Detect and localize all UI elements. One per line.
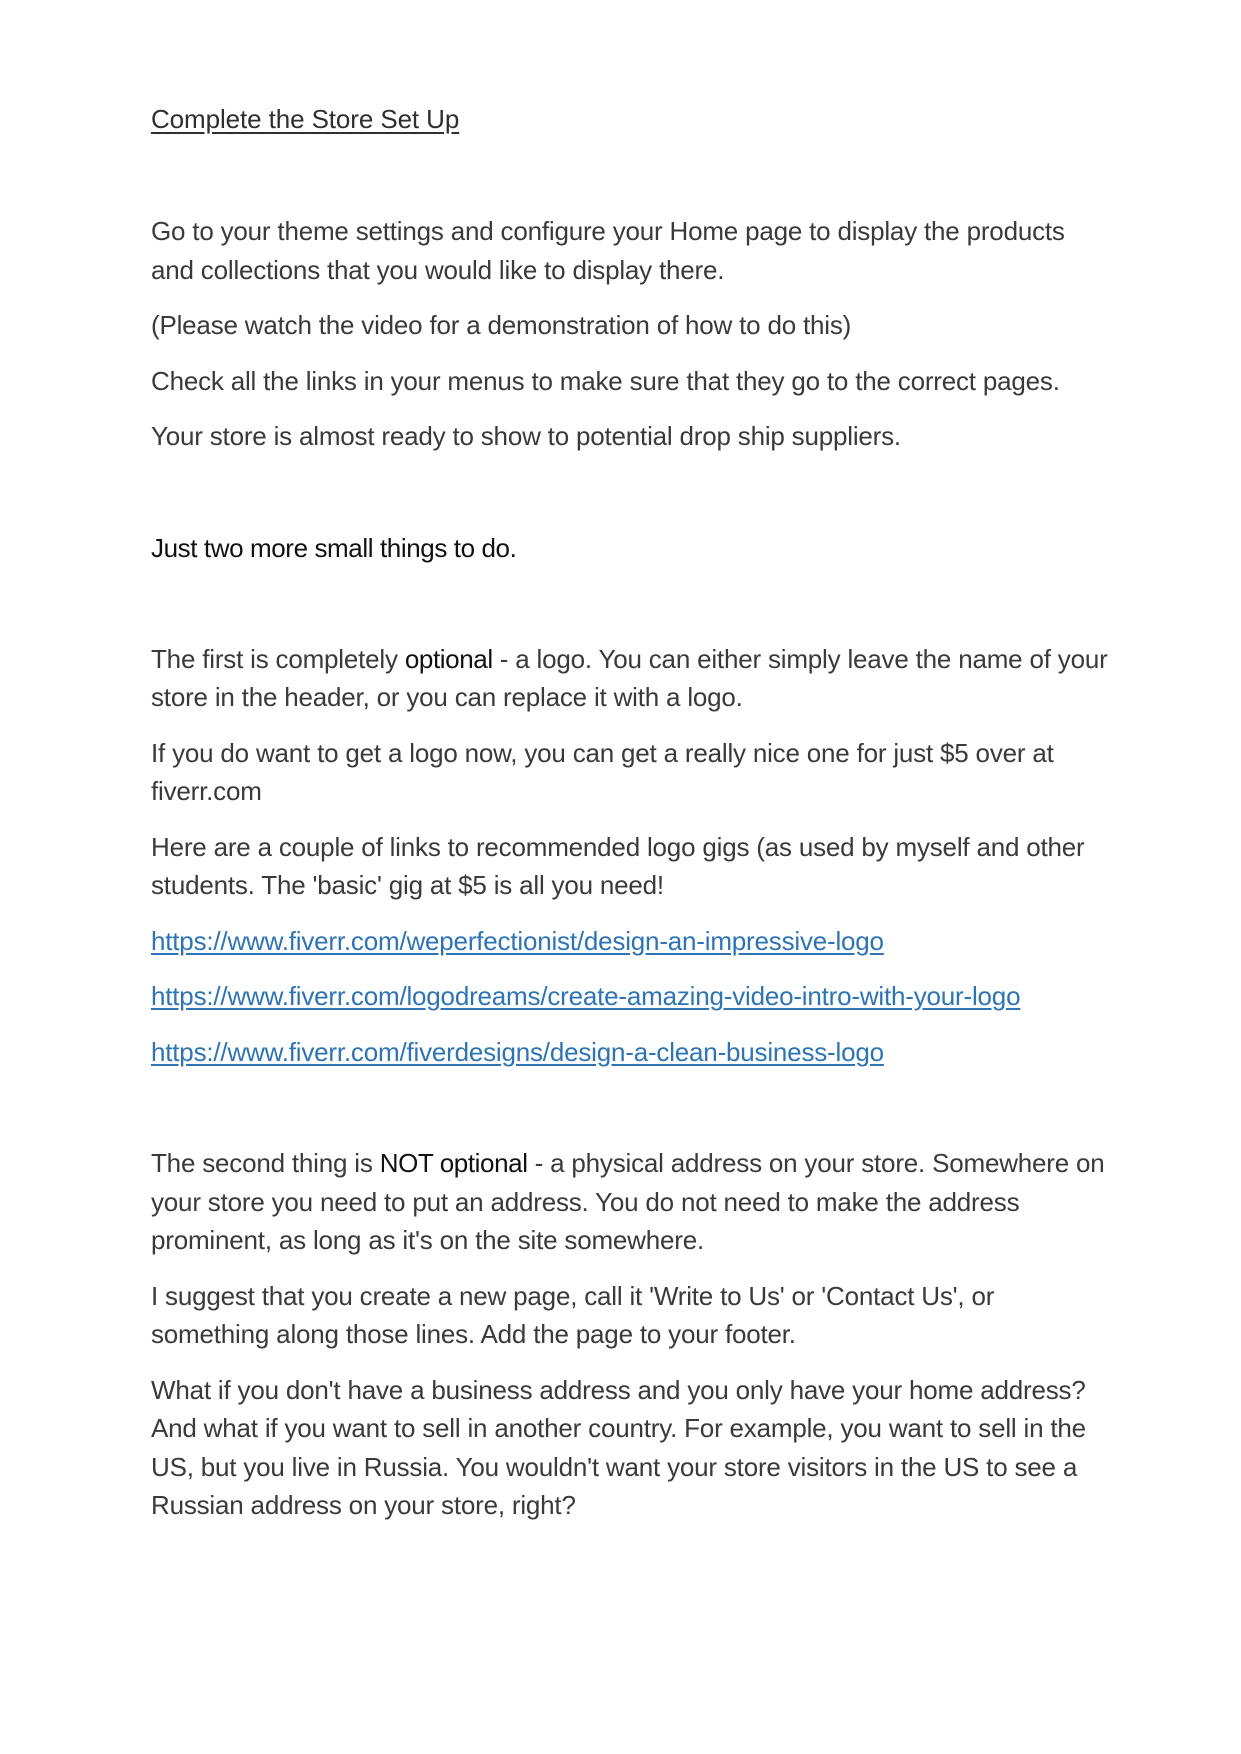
second-thing-paragraph bbox=[151, 1144, 1111, 1260]
logo-gig-link-weperfectionist[interactable]: https://www.fiverr.com/weperfectionist/design-an-impressive-logo bbox=[151, 925, 884, 956]
intro-paragraph: Check all the links in your menus to make sure that they go to the correct pages. bbox=[151, 365, 1060, 396]
first-thing-rest: - a logo. You can either simply leave the name of your store in the header, or you can replace it with a logo. bbox=[151, 643, 1108, 712]
optional-emphasis: optional bbox=[404, 643, 493, 674]
section-subheading: Just two more small things to do. bbox=[151, 532, 517, 563]
logo-gig-link-fiverdesigns[interactable]: https://www.fiverr.com/fiverdesigns/design-a-clean-business-logo bbox=[151, 1036, 884, 1067]
closing-paragraph: I suggest that you create a new page, call it 'Write to Us' or 'Contact Us', or something along those lines. Add the page to your footer. bbox=[151, 1280, 995, 1349]
document-body bbox=[151, 102, 1111, 1525]
not-optional-emphasis: NOT optional bbox=[379, 1148, 528, 1178]
first-thing-paragraph bbox=[151, 640, 1111, 717]
logo-gig-link-logodreams[interactable]: https://www.fiverr.com/logodreams/create-amazing-video-intro-with-your-logo bbox=[151, 981, 1021, 1011]
logo-paragraph: If you do want to get a logo now, you can get a really nice one for just $5 over at fiverr.com bbox=[151, 737, 1054, 806]
first-thing-lead: The first is completely bbox=[151, 643, 405, 674]
second-thing-rest: - a physical address on your store. Somewhere on your store you need to put an address. You do not need to make the address prominent, as long as it's on the site somewhere. bbox=[151, 1148, 1105, 1255]
logo-paragraph: Here are a couple of links to recommended logo gigs (as used by myself and other students. The 'basic' gig at $5 is all you need! bbox=[151, 831, 1085, 900]
intro-paragraph: Your store is almost ready to show to potential drop ship suppliers. bbox=[151, 421, 901, 451]
document-title: Complete the Store Set Up bbox=[151, 104, 460, 134]
intro-paragraph: Go to your theme settings and configure your Home page to display the products and collections that you would like to display there. bbox=[151, 216, 1065, 285]
second-thing-lead: The second thing is bbox=[151, 1148, 380, 1178]
closing-paragraph: What if you don't have a business address and you only have your home address? And what if you want to sell in another country. For example, you want to sell in the US, but you live in Russia. You wouldn't want your store visitors in the US to see a Russian address on your store, right? bbox=[151, 1374, 1086, 1520]
intro-paragraph: (Please watch the video for a demonstration of how to do this) bbox=[151, 310, 852, 340]
